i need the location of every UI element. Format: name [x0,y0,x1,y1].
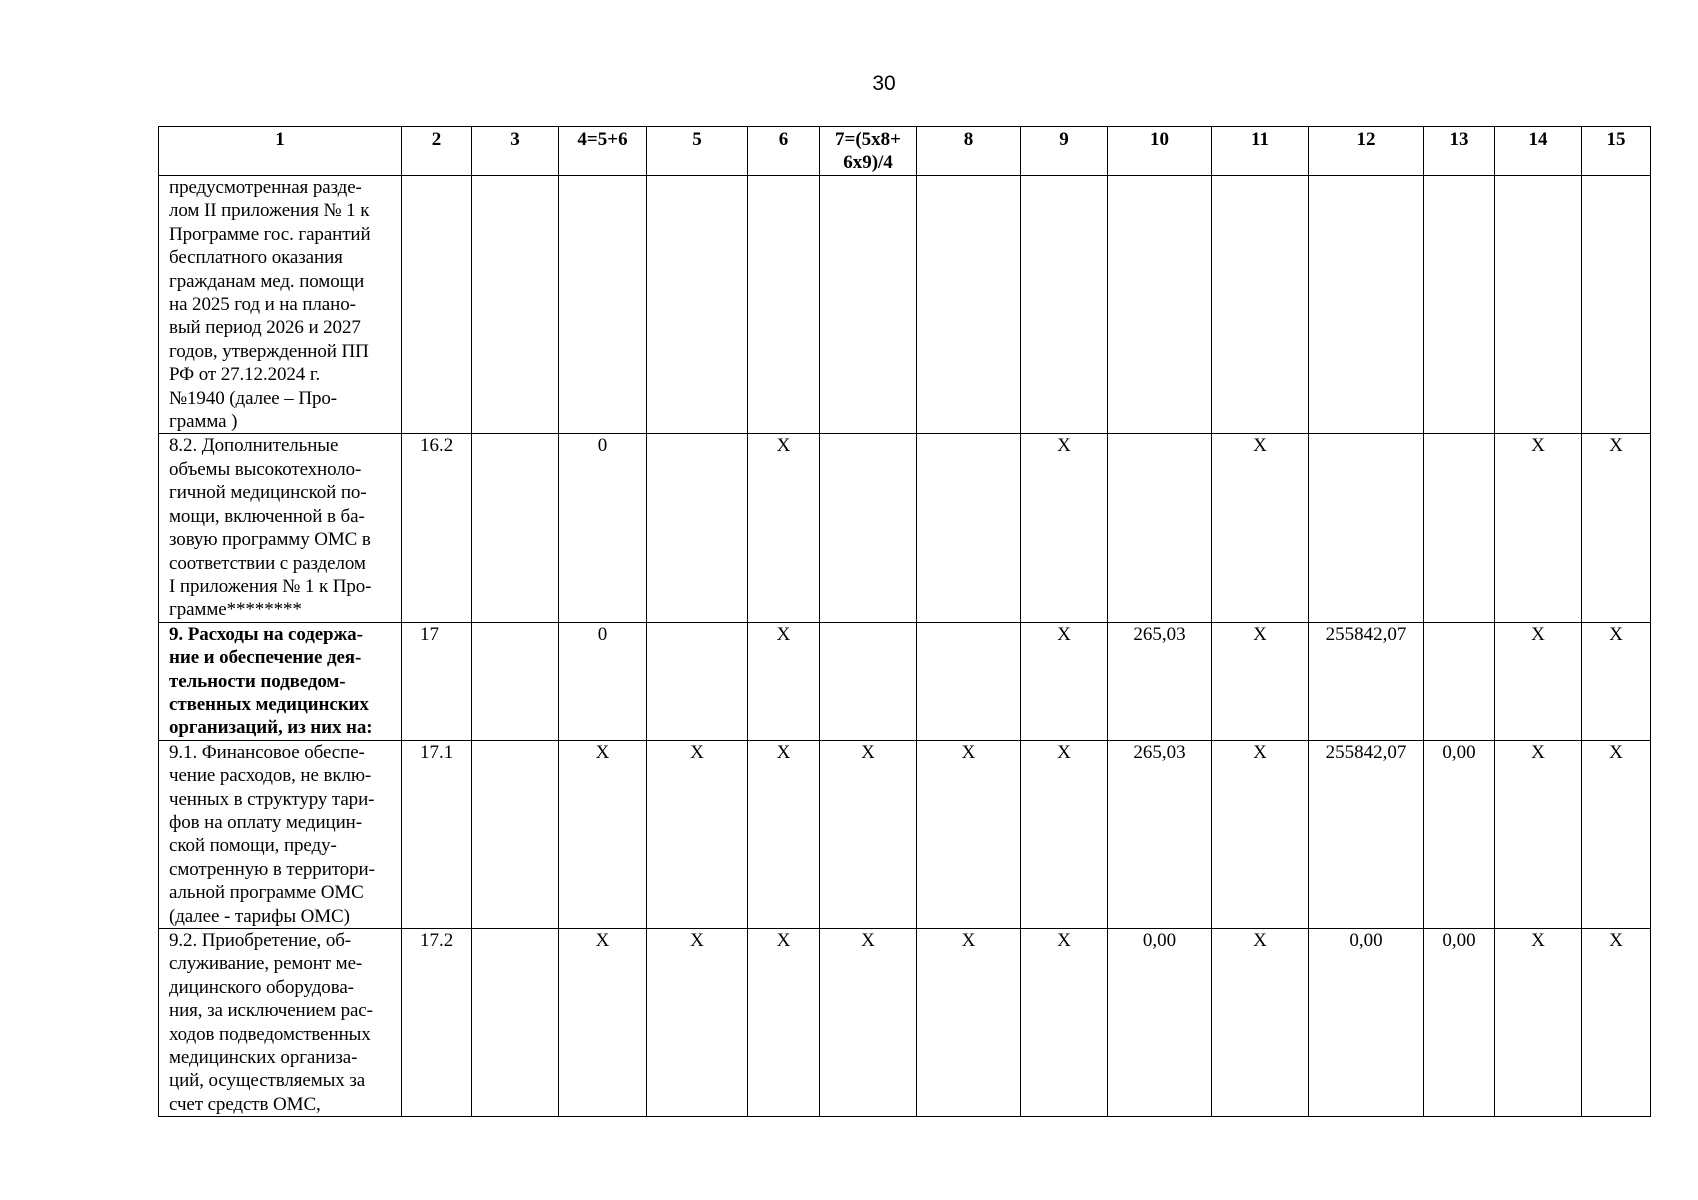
column-header-4: 4=5+6 [559,127,647,176]
table-cell: Х [559,740,647,928]
column-header-2: 2 [402,127,472,176]
table-cell: Х [1582,434,1651,622]
table-cell: Х [1582,740,1651,928]
table-cell [820,622,917,740]
table-cell: Х [1495,740,1582,928]
table-cell: Х [748,622,820,740]
table-cell [472,740,559,928]
table-cell [1424,622,1495,740]
table-cell [820,176,917,434]
table-cell: Х [1212,434,1309,622]
table-cell: Х [1021,740,1108,928]
page-number: 30 [872,72,896,95]
row-label: 9.1. Финансовое обеспе- чение расходов, не вклю- ченных в структуру тари- фов на оплату медицин- ской помощи, преду- смотренную в территори- альной программе ОМС (далее - тарифы ОМС) [159,740,402,928]
table-cell: Х [1495,434,1582,622]
column-header-10: 10 [1108,127,1212,176]
table-cell: Х [1212,740,1309,928]
column-header-6: 6 [748,127,820,176]
table-cell: Х [1021,434,1108,622]
table-cell: Х [1495,622,1582,740]
column-header-5: 5 [647,127,748,176]
column-header-7: 7=(5х8+ 6х9)/4 [820,127,917,176]
table-cell [1495,176,1582,434]
table-cell: Х [1021,929,1108,1117]
column-header-13: 13 [1424,127,1495,176]
expenses-table [158,126,1651,1117]
table-cell [1424,434,1495,622]
table-cell [917,176,1021,434]
table-cell: Х [748,434,820,622]
table-cell [1309,176,1424,434]
row-label: 9.2. Приобретение, об- служивание, ремонт ме- дицинского оборудова- ния, за исключением рас- ходов подведомственных медицинских организа- ций, осуществляемых за счет средств ОМС, [159,929,402,1117]
column-header-1: 1 [159,127,402,176]
table-cell [1108,176,1212,434]
table-row [159,434,1651,622]
table-cell: Х [1212,929,1309,1117]
table-row [159,929,1651,1117]
table-row [159,176,1651,434]
table-cell: Х [1582,929,1651,1117]
table-cell: Х [820,740,917,928]
column-header-15: 15 [1582,127,1651,176]
table-cell: Х [1212,622,1309,740]
column-header-12: 12 [1309,127,1424,176]
column-header-9: 9 [1021,127,1108,176]
column-header-14: 14 [1495,127,1582,176]
table-cell: 265,03 [1108,740,1212,928]
table-row [159,622,1651,740]
row-label: 8.2. Дополнительные объемы высокотехноло- гичной медицинской по- мощи, включенной в ба- зовую программу ОМС в соответствии с разделом I приложения № 1 к Про- грамме******** [159,434,402,622]
column-header-8: 8 [917,127,1021,176]
row-label: предусмотренная разде- лом II приложения № 1 к Программе гос. гарантий бесплатного оказания гражданам мед. помощи на 2025 год и на плано- вый период 2026 и 2027 годов, утвержденной ПП РФ от 27.12.2024 г. №1940 (далее – Про- грамма ) [159,176,402,434]
column-header-11: 11 [1212,127,1309,176]
table-cell: Х [647,929,748,1117]
row-label: 9. Расходы на содержа- ние и обеспечение дея- тельности подведом- ственных медицинских организаций, из них на: [159,622,402,740]
table-cell: 255842,07 [1309,740,1424,928]
table-cell [1212,176,1309,434]
table-cell [472,622,559,740]
table-cell: Х [748,740,820,928]
table-cell: Х [559,929,647,1117]
table-cell [1582,176,1651,434]
table-cell: 0,00 [1424,929,1495,1117]
table-cell [1021,176,1108,434]
table-cell [472,176,559,434]
table-cell: Х [917,740,1021,928]
table-cell: Х [647,740,748,928]
table-cell [1424,176,1495,434]
table-cell [917,622,1021,740]
row-code: 17.1 [402,740,472,928]
table-cell: Х [917,929,1021,1117]
table-cell [917,434,1021,622]
row-code [402,176,472,434]
table-cell: 0 [559,622,647,740]
table-cell [472,929,559,1117]
table-cell [472,434,559,622]
table-cell [559,176,647,434]
table-cell [820,434,917,622]
row-code: 17 [402,622,472,740]
column-header-3: 3 [472,127,559,176]
table-cell [748,176,820,434]
table-cell [1309,434,1424,622]
table-cell [647,622,748,740]
table-cell: Х [1582,622,1651,740]
row-code: 17.2 [402,929,472,1117]
table-row [159,740,1651,928]
table-header-row [159,127,1651,176]
table-cell: 0,00 [1309,929,1424,1117]
table-cell: 0,00 [1108,929,1212,1117]
table-cell: Х [820,929,917,1117]
table-cell: Х [1021,622,1108,740]
table-cell: Х [748,929,820,1117]
table-cell: Х [1495,929,1582,1117]
table-cell [647,176,748,434]
table-cell [647,434,748,622]
table-cell: 0 [559,434,647,622]
table-cell: 0,00 [1424,740,1495,928]
row-code: 16.2 [402,434,472,622]
table-cell: 265,03 [1108,622,1212,740]
table-cell [1108,434,1212,622]
table-cell: 255842,07 [1309,622,1424,740]
